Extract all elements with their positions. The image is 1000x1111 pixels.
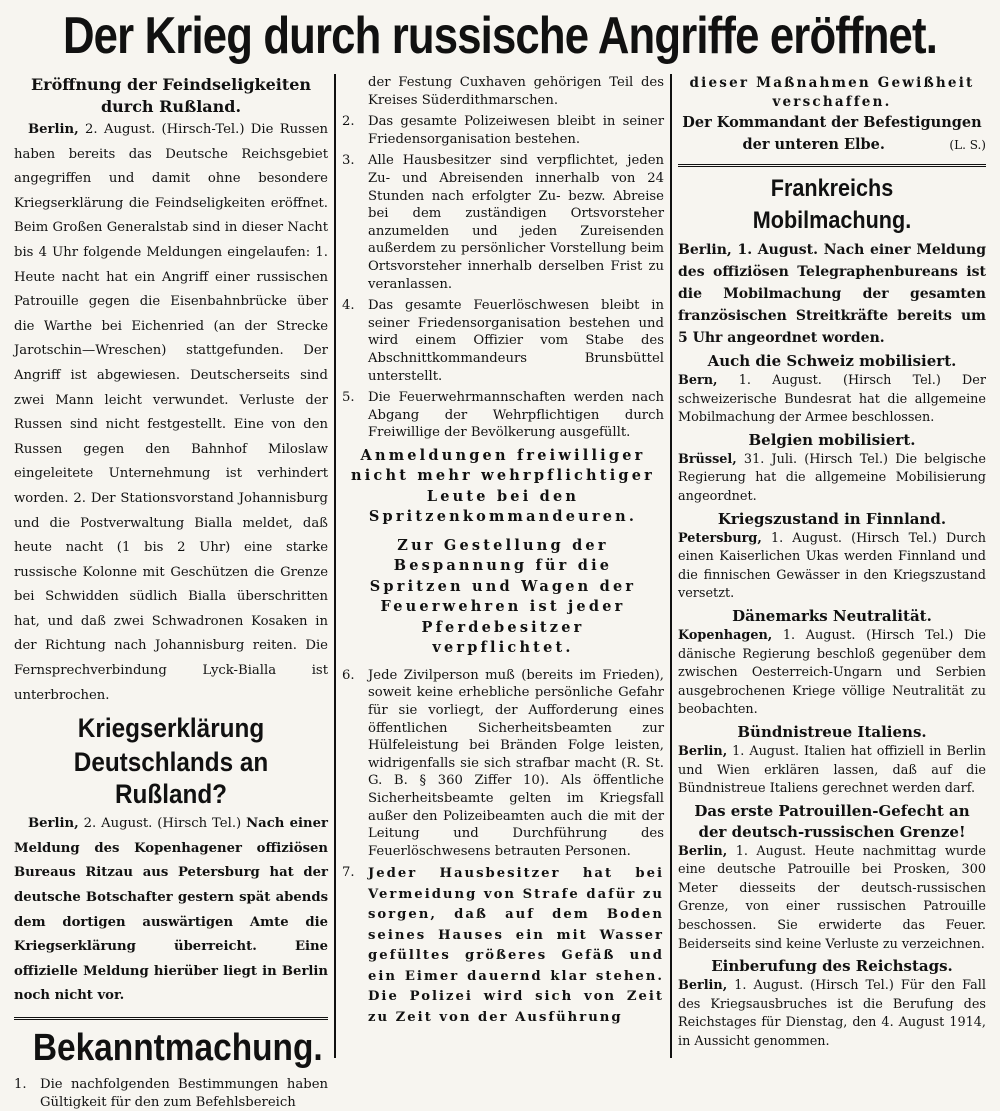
article-text: 2. August. (Hirsch Tel.)	[83, 816, 242, 832]
article-text: 1. August. Heute nachmittag wurde eine deutsche Patrouille bei Prosken, 300 Meter diesseits der deutsch-russischen Grenze, von einer russischen Patrouille beschossen. Sie erwiderte das Feuer. Beiderseits sind keine Verluste zu verzeichnen.	[678, 843, 986, 952]
notice-anmeldungen: Anmeldungen freiwilliger nicht mehr wehrpflichtiger Leute bei den Spritzenkommandeuren.	[350, 446, 656, 526]
item-text: Die Feuerwehrmannschaften werden nach Abgang der Wehrpflichtigen durch Freiwillige der Bevölkerung ausgefüllt.	[368, 390, 664, 441]
divider	[678, 164, 986, 167]
signature	[678, 112, 986, 156]
list-item	[342, 389, 664, 442]
article-text: 2. August. (Hirsch-Tel.) Die Russen haben bereits das Deutsche Reichsgebiet angegriffen und damit ohne besondere Kriegserklärung die Feindseligkeiten eröffnet. Beim Großen Generalstab sind in dieser Nacht bis 4 Uhr folgende Meldungen eingelaufen: 1. Heute nacht hat ein Angriff einer russischen Patrouille gegen die Eisenbahnbrücke über die Warthe bei Eichenried (an der Strecke Jarotschin—Wreschen) stattgefunden. Der Angriff ist abgewiesen. Deutscherseits sind zwei Mann leicht verwundet. Verluste der Russen sind nicht festgestellt. Eine von den Russen gegen den Bahnhof Miloslaw eingeleitete Unternehmung ist verhindert worden. 2. Der Stationsvorstand Johannisburg und die Postverwaltung Bialla meldet, daß heute nacht (1 bis 2 Uhr) eine starke russische Kolonne mit Geschützen die Grenze bei Schwidden südlich Bialla überschritten hat, und daß zwei Schwadronen Kosaken in der Richtung nach Johannisburg reiten. Die Fernsprechverbindung Lyck-Bialla ist unterbrochen.	[14, 122, 329, 703]
signature-text: Der Kommandant der Befestigungen der unteren Elbe.	[682, 114, 982, 153]
list-continuation: der Festung Cuxhaven gehörigen Teil des Kreises Süderdithmarschen.	[368, 75, 664, 108]
article-reichstag	[678, 977, 986, 1051]
dateline: Kopenhagen,	[678, 627, 773, 643]
section-title-schweiz: Auch die Schweiz mobilisiert.	[707, 352, 957, 370]
dateline: Bern,	[678, 373, 718, 388]
notice-list	[14, 1076, 328, 1111]
list-item	[14, 1076, 328, 1111]
article-frankreich: Berlin, 1. August. Nach einer Meldung des offiziösen Telegraphenbureans ist die Mobilmachung der gesamten französischen Streitkräfte bereits um 5 Uhr angeordnet worden.	[678, 242, 986, 346]
columns	[8, 74, 992, 1110]
article-kriegserklaerung	[14, 812, 328, 1009]
article-daenemark	[678, 627, 986, 720]
section-title-belgien: Belgien mobilisiert.	[748, 430, 916, 449]
item-number: 5.	[342, 390, 355, 406]
notice-continuation: dieser Maßnahmen Gewißheit verschaffen.	[689, 75, 975, 110]
column-1	[8, 74, 334, 1110]
section-title-kriegserklaerung-b: Deutschlands an Rußland?	[73, 747, 269, 810]
item-number: 1.	[14, 1077, 27, 1092]
article-text: 1. August. Italien hat offiziell in Berlin und Wien erklären lassen, daß auf die Bündnistreue Italiens gerechnet werden darf.	[678, 743, 986, 797]
notice-list-final	[342, 667, 664, 1029]
dateline: Brüssel,	[678, 451, 737, 467]
item-number: 6.	[342, 667, 355, 683]
dateline: Berlin,	[28, 816, 79, 832]
dateline: Petersburg,	[678, 530, 762, 546]
article-text: 1. August. (Hirsch Tel.) Für den Fall des Kriegsausbruches ist die Berufung des Reichstages für Dienstag, den 4. August 1914, in Aussicht genommen.	[678, 978, 986, 1050]
article-eroeffnung	[14, 118, 328, 708]
section-title-reichstag: Einberufung des Reichstags.	[711, 957, 953, 976]
notice-bespannung: Zur Gestellung der Bespannung für die Spritzen und Wagen der Feuerwehren ist jeder Pferdebesitzer verpflichtet.	[369, 536, 637, 657]
item-number: 3.	[342, 153, 355, 169]
column-2	[334, 74, 670, 1058]
seal-mark: (L. S.)	[949, 138, 986, 152]
page-headline: Der Krieg durch russische Angriffe eröffnet.	[62, 7, 938, 65]
item-text: Die nachfolgenden Bestimmungen haben Gültigkeit für den zum Befehlsbereich	[40, 1077, 328, 1110]
dateline: Berlin,	[678, 843, 728, 859]
item-number: 2.	[342, 114, 355, 130]
dateline: Berlin,	[678, 978, 728, 994]
notice-list-continued	[342, 113, 664, 442]
list-item	[342, 152, 664, 293]
divider	[14, 1017, 328, 1020]
section-title-frankreich: Frankreichs Mobilmachung.	[752, 175, 912, 234]
article-text: 1. August. (Hirsch Tel.) Die dänische Regierung beschloß gegenüber dem zwischen Oesterreich-Ungarn und Serbien ausgebrochenen Kriege völlige Neutralität zu beobachten.	[678, 627, 986, 718]
dateline: Berlin,	[678, 743, 728, 759]
article-text: 1. August. (Hirsch Tel.) Durch einen Kaiserlichen Ukas werden Finnland und die finnischen Gewässer in den Kriegszustand versetzt.	[678, 530, 986, 602]
section-title-eroeffnung: Eröffnung der Feindseligkeiten durch Rußland.	[30, 75, 312, 116]
article-schweiz	[678, 372, 986, 428]
article-text-bold: Nach einer Meldung des Kopenhagener offiziösen Bureaus Ritzau aus Petersburg hat der deutsche Botschafter gestern spät abends dem dortigen auswärtigen Amte die Kriegserklärung überreicht. Eine offizielle Meldung hierüber liegt in Berlin noch nicht vor.	[14, 816, 328, 1004]
item-text: Jeder Hausbesitzer hat bei Vermeidung von Strafe dafür zu sorgen, daß auf dem Boden seines Hauses ein mit Wasser gefülltes größeres Gefäß und ein Eimer dauernd klar stehen. Die Polizei wird sich von Zeit zu Zeit von der Ausführung	[368, 866, 664, 1025]
dateline: Berlin,	[28, 122, 79, 137]
item-text: Das gesamte Polizeiwesen bleibt in seiner Friedensorganisation bestehen.	[368, 114, 664, 147]
item-number: 4.	[342, 298, 355, 314]
item-text: Alle Hausbesitzer sind verpflichtet, jeden Zu- und Abreisenden innerhalb von 24 Stunden nach erfolgter Zu- bezw. Abreise bei dem zuständigen Ortsvorsteher anzumelden und jeden Zureisenden außerdem zu persönlicher Vorstellung beim Ortsvorsteher innerhalb derselben Frist zu veranlassen.	[368, 153, 664, 292]
list-item	[342, 297, 664, 385]
column-3	[670, 74, 992, 1058]
item-text: Jede Zivilperson muß (bereits im Frieden), soweit keine erhebliche persönliche Gefahr für sie vorliegt, der Aufforderung eines öffentlichen Sicherheitsbeamten zur Hülfeleistung bei Bränden Folge leisten, widrigenfalls sie sich strafbar macht (R. St. G. B. § 360 Ziffer 10). Als öffentliche Sicherheitsbeamte gelten im Kriegsfall außer den Polizeibeamten auch die mit der Leitung und Durchführung des Feuerlöschwesens betrauten Personen.	[368, 667, 664, 859]
article-italien	[678, 743, 986, 799]
article-finnland	[678, 530, 986, 604]
list-item	[342, 864, 664, 1028]
list-item	[342, 667, 664, 861]
list-item	[342, 113, 664, 148]
section-title-italien: Bündnistreue Italiens.	[737, 722, 927, 741]
section-title-patrouillen: Das erste Patrouillen-Gefecht an der deutsch-russischen Grenze!	[694, 801, 970, 841]
article-patrouillen	[678, 843, 986, 955]
item-text: Das gesamte Feuerlöschwesen bleibt in seiner Friedensorganisation bestehen und wird einem Offizier vom Stabe des Abschnittkommandeurs Brunsbüttel unterstellt.	[368, 298, 664, 384]
section-title-finnland: Kriegszustand in Finnland.	[717, 509, 947, 528]
article-text: 1. August. (Hirsch Tel.) Der schweizerische Bundesrat hat die allgemeine Mobilmachung der Armee beschlossen.	[678, 373, 986, 426]
article-belgien	[678, 451, 986, 507]
article-text: 31. Juli. (Hirsch Tel.) Die belgische Regierung hat die allgemeine Mobilisierung angeordnet.	[678, 451, 986, 504]
section-title-kriegserklaerung-a: Kriegserklärung	[77, 713, 265, 744]
item-number: 7.	[342, 865, 355, 881]
section-title-bekanntmachung: Bekanntmachung.	[32, 1027, 323, 1069]
section-title-daenemark: Dänemarks Neutralität.	[732, 606, 932, 625]
